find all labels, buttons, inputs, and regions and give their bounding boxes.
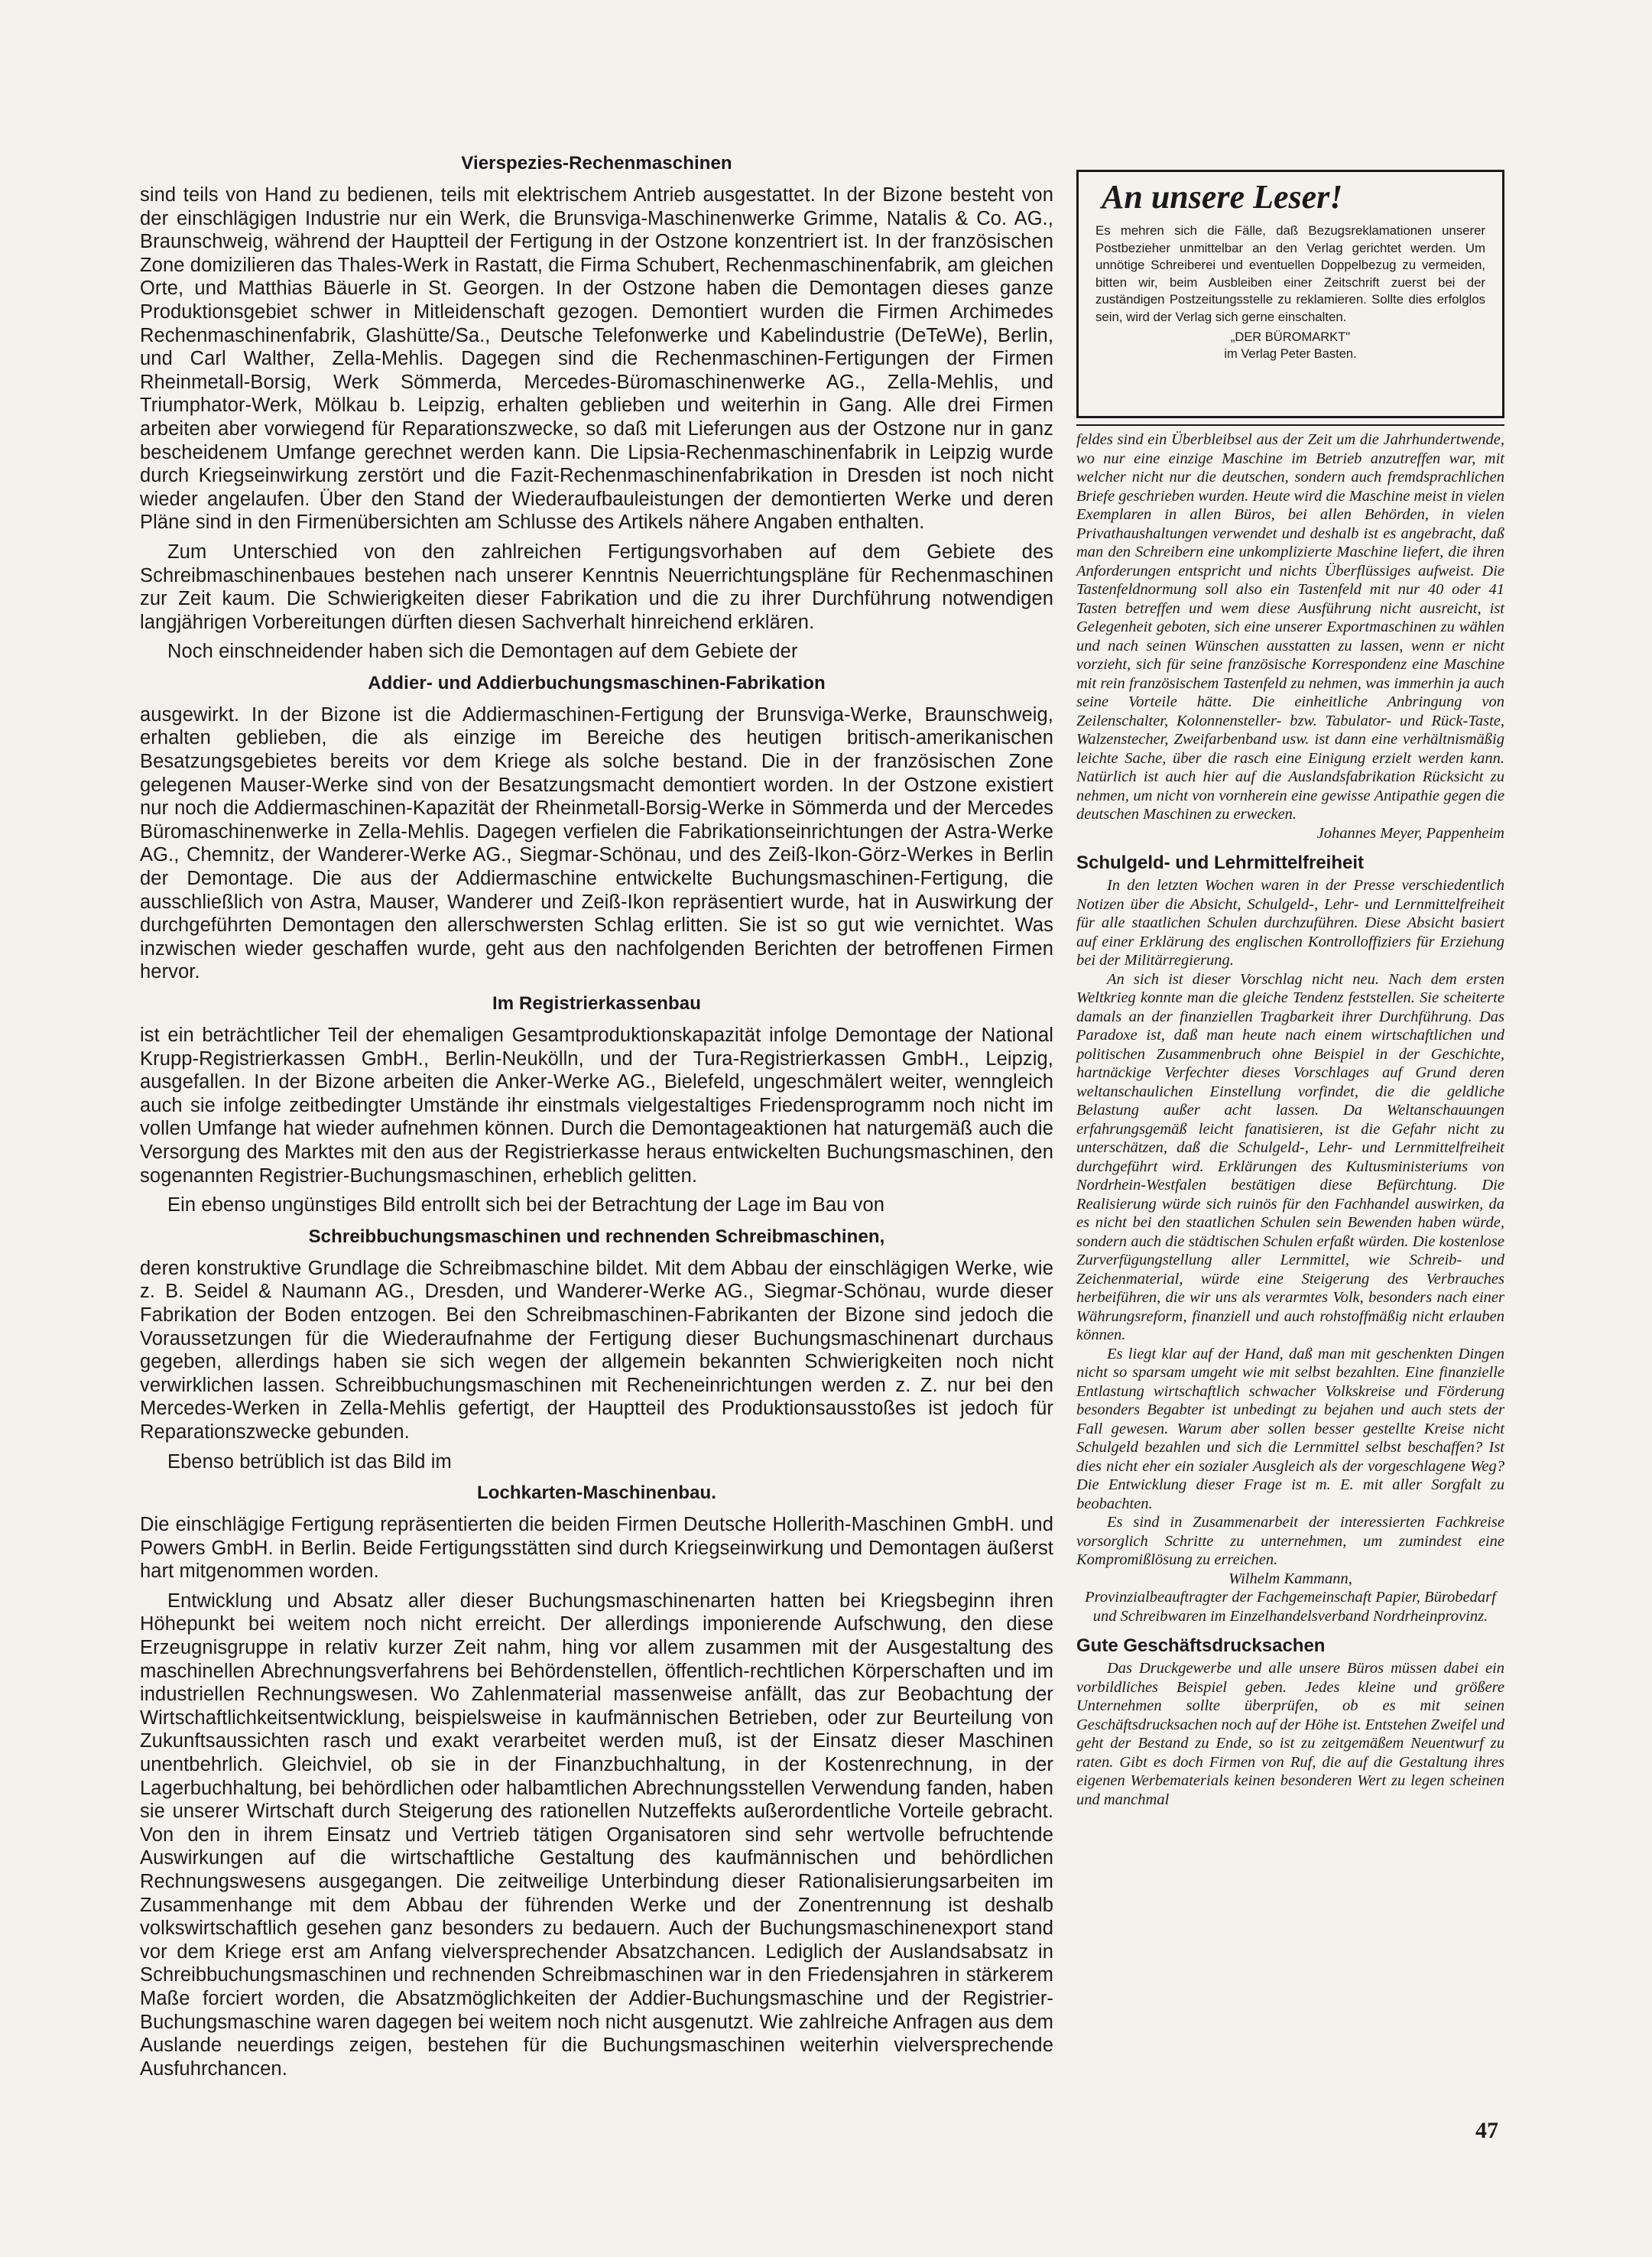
- paragraph: Ebenso betrüblich ist das Bild im: [167, 1450, 452, 1473]
- section-heading: Addier- und Addierbuchungsmaschinen-Fabrikation: [368, 672, 826, 693]
- notice-text: Es mehren sich die Fälle, daß Bezugsreklamationen unserer Postbezieher unmittelbar an den Verlag gerichtet werden. Um unnötige Schreiberei und eventuellen Doppelbezug zu vermeiden, bitten wir, beim Ausbleiben einer Zeitschrift zuerst bei der zuständigen Postzeitungsstelle zu reklamieren. Sollte dies erfolglos sein, wird der Verlag sich gerne einschalten.: [1095, 223, 1485, 324]
- paragraph: Noch einschneidender haben sich die Demontagen auf dem Gebiete der: [167, 641, 798, 663]
- notice-signature-publication: „DER BÜROMARKT": [1230, 330, 1351, 344]
- letter-continuation: feldes sind ein Überbleibsel aus der Zeit um die Jahrhundertwende, wo nur eine einzige Maschine im Betrieb anzutreffen war, mit welcher nicht nur die deutschen, sondern auch fremdsprachlichen Briefe geschrieben wurden. Heute wird die Maschine meist in vielen Exemplaren in allen Büros, bei allen Behörden, in vielen Privathaushaltungen verwendet und deshalb ist es angebracht, daß man den Schreibern eine unkomplizierte Maschine liefert, die ihren Anforderungen entspricht und nichts Überflüssiges aufweist. Die Tastenfeldnormung soll also ein Tastenfeld mit nur 40 oder 41 Tasten betreffen und wem diese Ausführung nicht ausreicht, ist Gelegenheit geboten, sich eine unserer Exportmaschinen zu wählen und nach seinen Wünschen ausstatten zu lassen, wenn er nicht vorzieht, sich für seine französische Korrespondenz eine Maschine mit rein französischem Tastenfeld zu nehmen, was immerhin ja auch seine Vorteile hätte. Die einheitliche Anbringung von Zeilenschalter, Kolonnensteller- bzw. Tabulator- und Rück-Taste, Walzenstecher, Zweifarbenband usw. ist dann eine verhältnismäßig leichte Sache, über die rasch eine Einigung erzielt werden kann. Natürlich ist auch hier auf die Auslandsfabrikation Rücksicht zu nehmen, um nicht von vornherein eine gewisse Antipathie gegen die deutschen Maschinen zu erwecken.: [1076, 431, 1504, 823]
- paragraph: sind teils von Hand zu bedienen, teils mit elektrischem Antrieb ausgestattet. In der Bizone besteht von der einschlägigen Industrie nur ein Werk, die Brunsviga-Maschinenwerke Grimme, Natalis & Co. AG., Braunschweig, während der Hauptteil der Fertigung in der Ostzone konzentriert ist. In der französischen Zone domizilieren das Thales-Werk in Rastatt, die Firma Schubert, Rechenmaschinenfabrik, am gleichen Orte, und Matthias Bäuerle in St. Georgen. In der Ostzone haben die Demontagen dieses ganze Produktionsgebiet schwer in Mitleidenschaft gezogen. Demontiert wurden die Firmen Archimedes Rechenmaschinenfabrik, Glashütte/Sa., Deutsche Telefonwerke und Kabelindustrie (DeTeWe), Berlin, und Carl Walther, Zella-Mehlis. Dagegen sind die Rechenmaschinen-Fertigungen der Firmen Rheinmetall-Borsig, Werk Sömmerda, Mercedes-Büromaschinenwerke AG., Zella-Mehlis, und Triumphator-Werk, Mölkau b. Leipzig, erhalten geblieben und weiterhin in Gang. Alle drei Firmen arbeiten aber vorwiegend für Reparationszwecke, so daß mit Lieferungen aus der Ostzone nur in ganz bescheidenem Umfange gerechnet werden kann. Die Lipsia-Rechenmaschinenfabrik in Leipzig wurde durch Kriegseinwirkung zerstört und die Fazit-Rechenmaschinenfabrikation in Dresden ist noch nicht wieder angelaufen. Über den Stand der Wiederaufbauleistungen der demontierten Werke und deren Pläne sind in den Firmenübersichten am Schlusse des Artikels nähere Angaben enthalten.: [140, 184, 1053, 534]
- page-number: 47: [1475, 2118, 1498, 2143]
- divider: [1076, 424, 1504, 426]
- section-heading: Gute Geschäftsdrucksachen: [1076, 1635, 1326, 1656]
- paragraph: Entwicklung und Absatz aller dieser Buchungsmaschinenarten hatten bei Kriegsbeginn ihren Höhepunkt bei weitem noch nicht erreicht. Der allerdings imponierende Aufschwung, den diese Erzeugnisgruppe in relativ kurzer Zeit nahm, hing vor allem zusammen mit der Ausgestaltung des maschinellen Abrechnungsverfahrens bei Behördenstellen, öffentlich-rechtlichen Körperschaften und im industriellen Rechnungswesen. Wo Zahlenmaterial massenweise anfällt, das zur Beobachtung der Wirtschaftlichkeitsentwicklung, beispielsweise in kaufmännischen Betrieben, oder zur Beurteilung von Zukunftsaussichten rasch und exakt verarbeitet werden muß, ist der Einsatz dieser Maschinen unentbehrlich. Gleichviel, ob sie in der Finanzbuchhaltung, in der Kostenrechnung, in der Lagerbuchhaltung, bei behördlichen oder halbamtlichen Abrechnungsstellen Verwendung fanden, haben sie unserer Wirtschaft durch Steigerung des rationellen Nutzeffekts außerordentliche Vorteile gebracht. Von den in ihrem Einsatz und Vertrieb tätigen Organisatoren sind sehr wertvolle befruchtende Auswirkungen auf die wirtschaftliche Gestaltung des kaufmännischen und behördlichen Rechnungswesens ausgegangen. Die zeitweilige Unterbindung dieser Rationalisierungsarbeiten im Zusammenhange mit dem Abbau der führenden Werke und der Zonentrennung ist deshalb volkswirtschaftlich gesehen ganz besonders zu bedauern. Auch der Buchungsmaschinenexport stand vor dem Kriege erst am Anfang vielversprechender Absatzchancen. Lediglich der Auslandsabsatz in Schreibbuchungsmaschinen und rechnenden Schreibmaschinen war in den Friedensjahren in stärkerem Maße forciert worden, die Absatzmöglichkeiten der Addier-Buchungsmaschine und der Registrier-Buchungsmaschine waren dagegen bei weitem noch nicht ausgenutzt. Wie zahlreiche Anfragen aus dem Auslande neuerdings zeigen, bestehen für die Buchungsmaschinen weiterhin vielversprechende Ausfuhrchancen.: [140, 1590, 1053, 2080]
- author-name: Wilhelm Kammann,: [1228, 1570, 1352, 1587]
- reader-notice-box: [1076, 170, 1504, 418]
- section-heading: Schreibbuchungsmaschinen und rechnenden Schreibmaschinen,: [308, 1226, 885, 1247]
- paragraph: Die einschlägige Fertigung repräsentierten die beiden Firmen Deutsche Hollerith-Maschinen GmbH. und Powers GmbH. in Berlin. Beide Fertigungsstätten sind durch Kriegseinwirkung und Demontagen äußerst hart mitgenommen worden.: [140, 1514, 1053, 1583]
- paragraph: Ein ebenso ungünstiges Bild entrollt sich bei der Betrachtung der Lage im Bau von: [167, 1194, 885, 1216]
- letter-signature: Johannes Meyer, Pappenheim: [1316, 824, 1504, 842]
- sidebar-column: [1076, 170, 1504, 1809]
- author-title: Provinzialbeauftragter der Fachgemeinschaft Papier, Bürobedarf und Schreibwaren im Einzelhandelsverband Nordrheinprovinz.: [1085, 1589, 1496, 1625]
- paragraph: Das Druckgewerbe und alle unsere Büros müssen dabei ein vorbildliches Beispiel geben. Jedes kleine und größere Unternehmen sollte überprüfen, ob es mit seinen Geschäftsdrucksachen noch auf der Höhe ist. Entstehen Zweifel und geht der Bestand zu Ende, so ist zu zeitgemäßem Neuentwurf zu raten. Gibt es doch Firmen von Ruf, die auf die Gestaltung ihres eigenen Werbematerials keinen besonderen Wert zu legen scheinen und manchmal: [1076, 1660, 1504, 1808]
- paragraph: Es sind in Zusammenarbeit der interessierten Fachkreise vorsorglich Schritte zu unternehmen, um zumindest eine Kompromißlösung zu erreichen.: [1076, 1514, 1504, 1568]
- section-heading: Lochkarten-Maschinenbau.: [476, 1482, 717, 1504]
- section-heading: Schulgeld- und Lehrmittelfreiheit: [1076, 852, 1365, 873]
- paragraph: An sich ist dieser Vorschlag nicht neu. Nach dem ersten Weltkrieg konnte man die gleiche Tendenz feststellen. Sie scheiterte damals an der finanziellen Tragbarkeit ihrer Durchführung. Das Paradoxe ist, daß man heute nach einem wirtschaftlichen und politischen Zusammenbruch ohne Beispiel in der Geschichte, hartnäckige Verfechter dieses Vorschlages auf Grund deren weltanschaulichen Einstellung vorfindet, die die geldliche Belastung außer acht lassen. Da Weltanschauungen erfahrungsgemäß leicht fanatisieren, ist die Gefahr nicht zu unterschätzen, daß die Schulgeld-, Lehr- und Lernmittelfreiheit durchgeführt wird. Erklärungen des Kultusministeriums von Nordrhein-Westfalen bestätigen diese Befürchtung. Die Realisierung würde sich ruinös für den Fachhandel auswirken, da es nicht bei den staatlichen Schulen sein Bewenden haben würde, sondern auch die städtischen Schulen erfaßt würden. Die kostenlose Zurverfügungstellung aller Lernmittel, wie Schreib- und Zeichenmaterial, würde eine Steigerung des Verbrauches herbeiführen, die wir uns als verarmtes Volk, besonders nach einer Währungsreform, finanziell und auch rohstoffmäßig nicht erlauben können.: [1076, 970, 1504, 1343]
- paragraph: Es liegt klar auf der Hand, daß man mit geschenkten Dingen nicht so sparsam umgeht wie mit selbst bezahlten. Eine finanzielle Entlastung wirtschaftlich schwacher Volkskreise und Förderung besonders Begabter ist unbedingt zu bejahen und auch stets der Fall gewesen. Warum aber sollen besser gestellte Kreise nicht Schulgeld bezahlen und sich die Lernmittel selbst beschaffen? Ist dies nicht eher ein sozialer Ausgleich als der vorgeschlagene Weg? Die Entwicklung dieser Frage ist m. E. mit aller Sorgfalt zu beobachten.: [1076, 1345, 1504, 1512]
- section-heading: Im Registrierkassenbau: [492, 993, 701, 1014]
- paragraph: deren konstruktive Grundlage die Schreibmaschine bildet. Mit dem Abbau der einschlägigen Werke, wie z. B. Seidel & Naumann AG., Dresden, und Wanderer-Werke AG., Siegmar-Schönau, wurde dieser Fabrikation der Boden entzogen. Bei den Schreibmaschinen-Fabrikanten der Bizone sind jedoch die Voraussetzungen für die Wiederaufnahme der Fertigung dieser Buchungsmaschinenart durchaus gegeben, allerdings haben sie sich wegen der allgemein bekannten Schwierigkeiten noch nicht verwirklichen lassen. Schreibbuchungsmaschinen mit Recheneinrichtungen werden z. Z. nur bei den Mercedes-Werken in Zella-Mehlis gefertigt, der Hauptteil des Produktionsausstoßes ist jedoch für Reparationszwecke gebunden.: [140, 1257, 1053, 1443]
- paragraph: ist ein beträchtlicher Teil der ehemaligen Gesamtproduktionskapazität infolge Demontage der National Krupp-Registrierkassen GmbH., Berlin-Neukölln, und der Tura-Registrierkassen GmbH., Leipzig, ausgefallen. In der Bizone arbeiten die Anker-Werke AG., Bielefeld, ungeschmälert weiter, wenngleich auch sie infolge zeitbedingter Umstände ihr einstmals vielgestaltiges Friedensprogramm noch nicht im vollen Umfange hat wieder aufnehmen können. Durch die Demontageaktionen hat naturgemäß auch die Versorgung des Marktes mit den aus der Registrierkasse heraus entwickelten Buchungsmaschinen, den sogenannten Registrier-Buchungsmaschinen, erheblich gelitten.: [140, 1025, 1053, 1187]
- notice-signature-publisher: im Verlag Peter Basten.: [1224, 347, 1357, 361]
- paragraph: ausgewirkt. In der Bizone ist die Addiermaschinen-Fertigung der Brunsviga-Werke, Braunschweig, erhalten geblieben, die als einzige im Bereiche des heutigen britisch-amerikanischen Besatzungsgebietes bereits vor dem Kriege als solche bestand. Die in der französischen Zone gelegenen Mauser-Werke sind von der Besatzungsmacht demontiert worden. In der Ostzone existiert nur noch die Addiermaschinen-Kapazität der Rheinmetall-Borsig-Werke in Sömmerda und der Mercedes Büromaschinenwerke in Zella-Mehlis. Dagegen verfielen die Fabrikationseinrichtungen der Astra-Werke AG., Chemnitz, der Wanderer-Werke AG., Siegmar-Schönau, und des Zeiß-Ikon-Görz-Werkes in Berlin der Demontage. Die aus der Addiermaschine entwickelte Buchungsmaschinen-Fertigung, die ausschließlich von Astra, Mauser, Wanderer und Zeiß-Ikon repräsentiert wurde, hat in Auswirkung der durchgeführten Demontagen den allerschwersten Schlag erlitten. Sie ist so gut wie vernichtet. Was inzwischen wieder geschaffen wurde, geht aus den nachfolgenden Berichten der betroffenen Firmen hervor.: [140, 703, 1053, 983]
- notice-title: An unsere Leser!: [1102, 178, 1343, 216]
- paragraph: In den letzten Wochen waren in der Presse verschiedentlich Notizen über die Absicht, Schulgeld-, Lehr- und Lernmittelfreiheit für alle staatlichen Schulen durchzuführen. Diese Absicht basiert auf einer Erklärung des englischen Kontrolloffiziers für Erziehung bei der Militärregierung.: [1076, 877, 1504, 969]
- article-title: Vierspezies-Rechenmaschinen: [461, 153, 732, 174]
- main-article-column: [140, 151, 1053, 2080]
- paragraph: Zum Unterschied von den zahlreichen Fertigungsvorhaben auf dem Gebiete des Schreibmaschinenbaues bestehen nach unserer Kenntnis Neuerrichtungspläne für Rechenmaschinen zur Zeit kaum. Die Schwierigkeiten dieser Fabrikation und die zu ihrer Durchführung notwendigen langjährigen Vorbereitungen dürften diesen Sachverhalt hinreichend erklären.: [140, 541, 1053, 633]
